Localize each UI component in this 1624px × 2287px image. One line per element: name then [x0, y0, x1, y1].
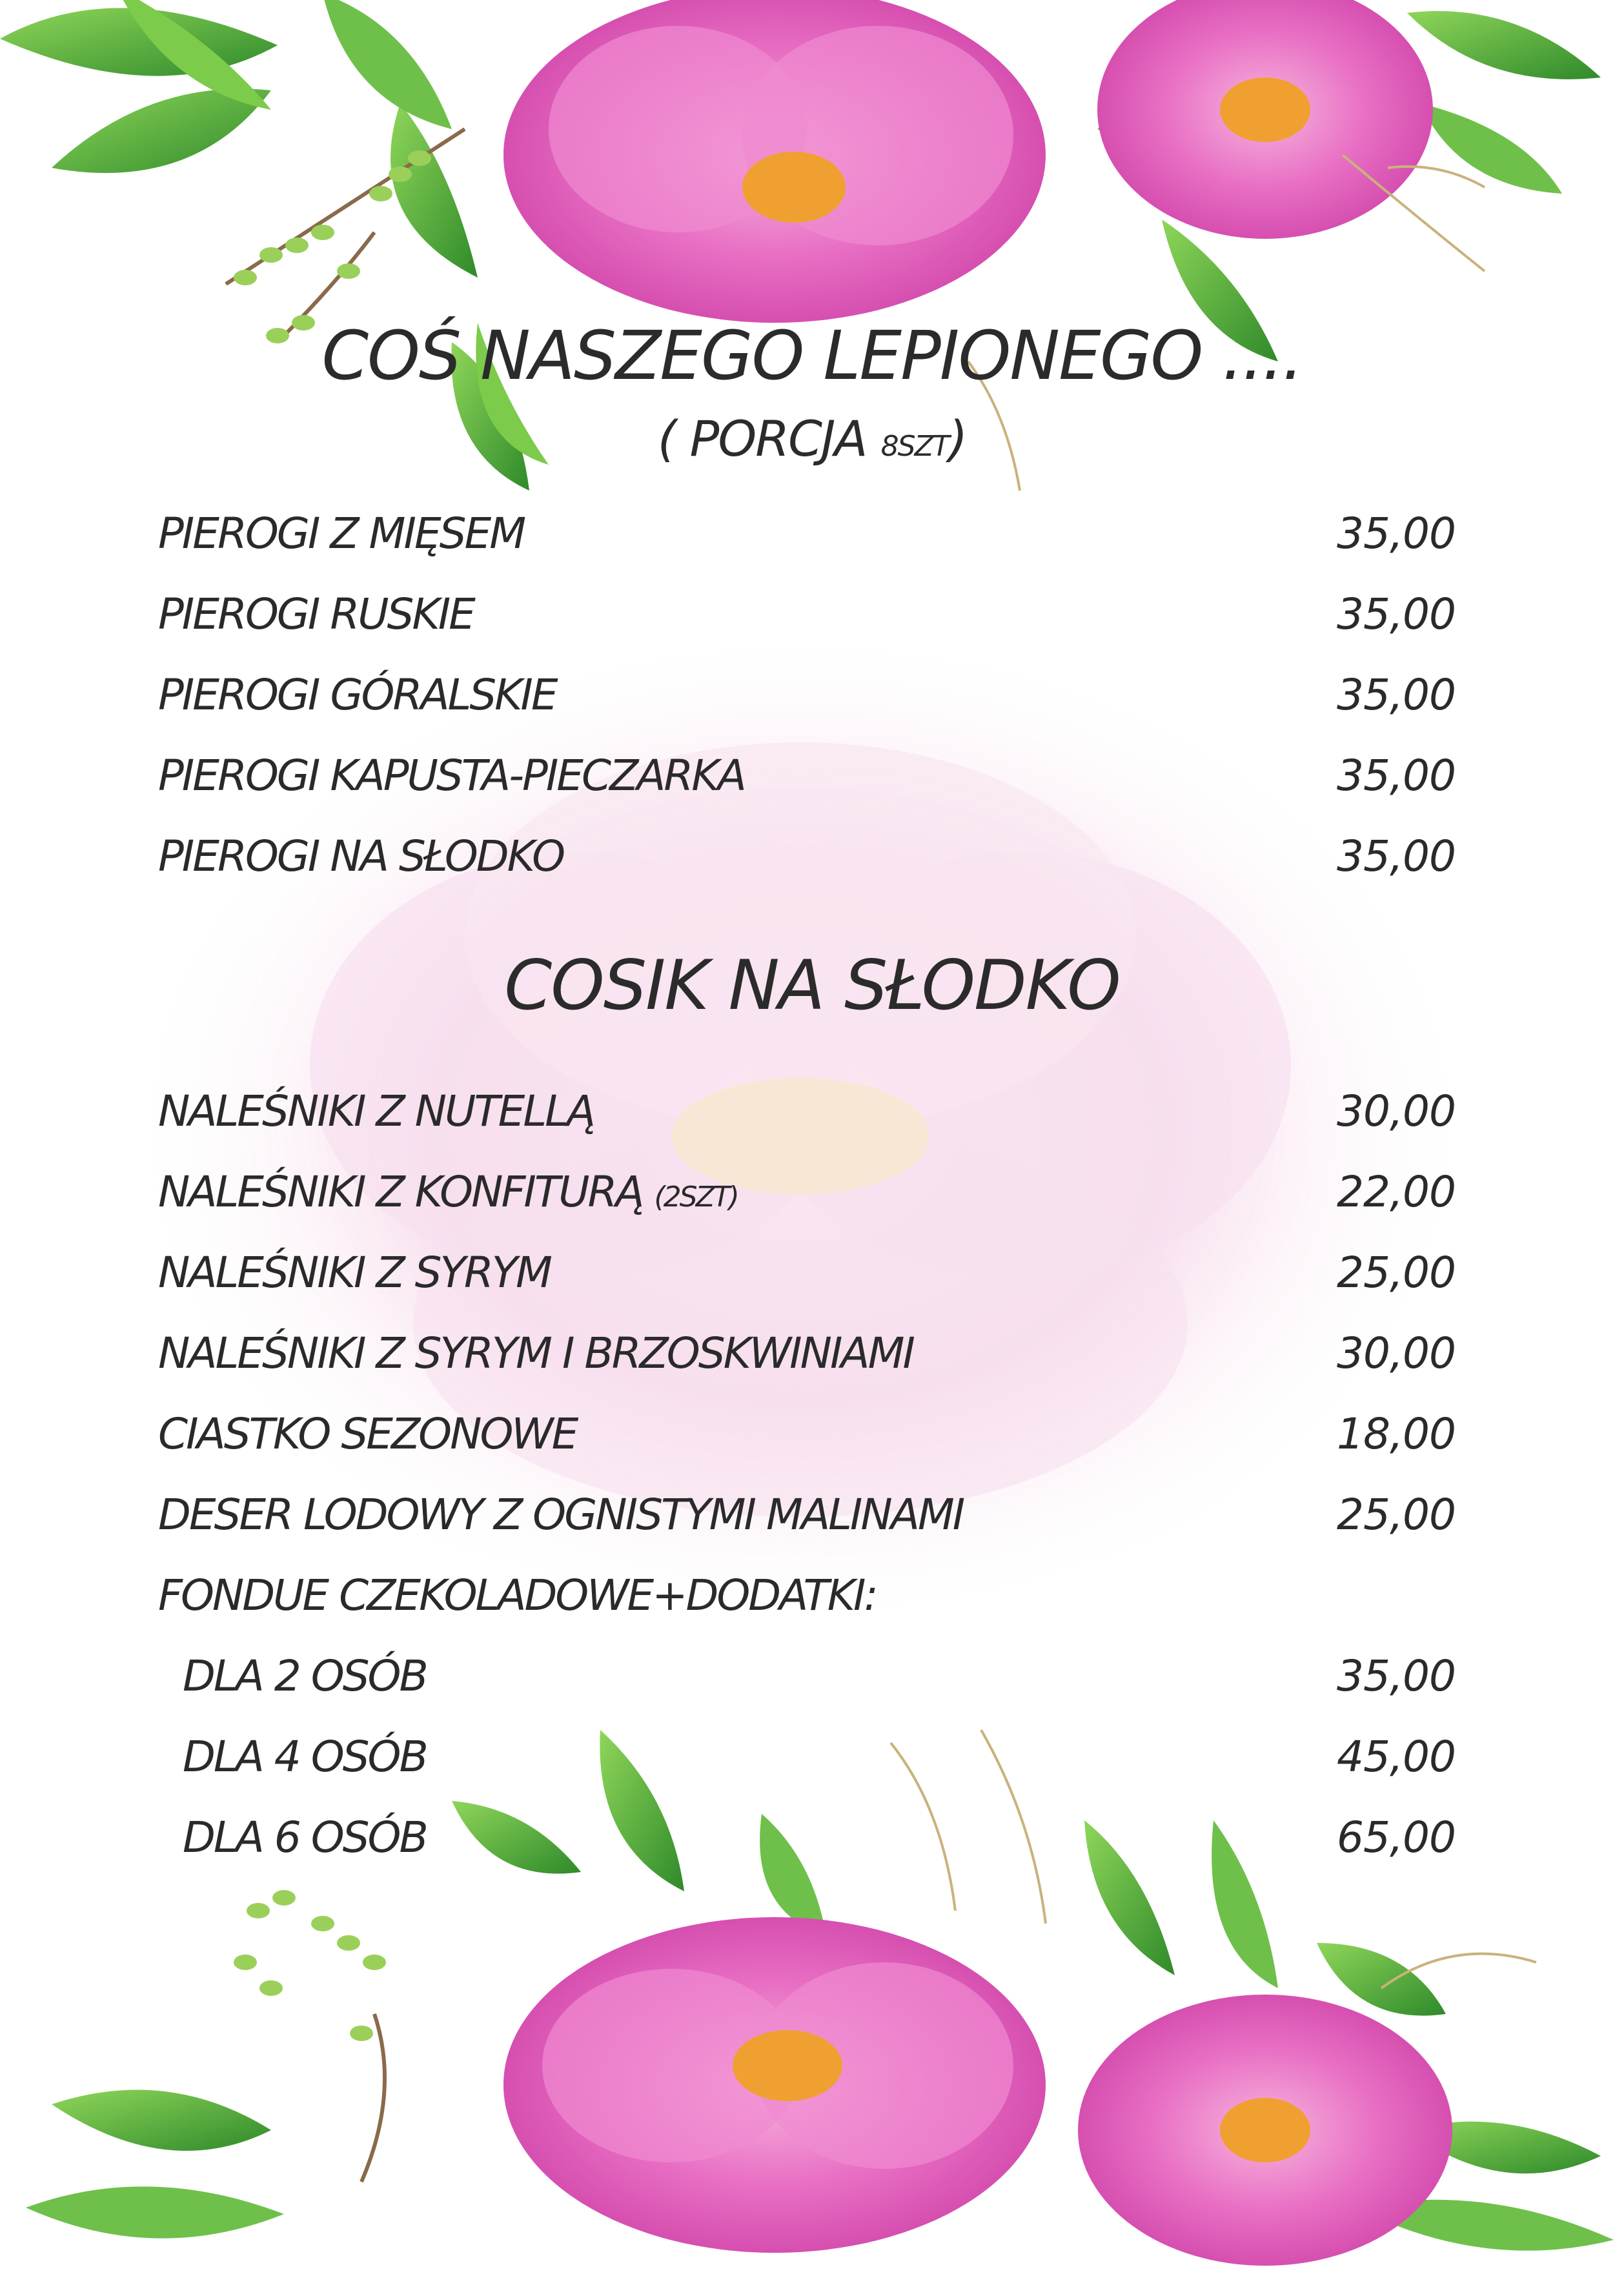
menu-item [158, 655, 1456, 720]
menu-item-price: 35,00 [1337, 670, 1456, 720]
menu-item-price: 35,00 [1337, 1651, 1456, 1701]
menu-item-price: 30,00 [1337, 1328, 1456, 1378]
subtitle-portion-size: 8SZT [880, 430, 949, 463]
menu-item-name: PIEROGI KAPUSTA-PIECZARKA [158, 751, 745, 800]
menu-item-note: (2SZT) [654, 1181, 738, 1214]
menu-item [158, 1475, 1456, 1540]
menu-item-price: 35,00 [1337, 831, 1456, 881]
menu-item-name: PIEROGI NA SŁODKO [158, 831, 564, 881]
menu-item-title: NALEŚNIKI Z KONFITURĄ [158, 1167, 643, 1217]
section1-subtitle [0, 410, 1624, 467]
menu-item-price: 45,00 [1337, 1732, 1456, 1782]
menu-item [158, 1556, 1456, 1620]
menu-item [158, 1152, 1456, 1217]
menu-item-price: 30,00 [1337, 1086, 1456, 1136]
menu-item-name: DESER LODOWY Z OGNISTYMI MALINAMI [158, 1490, 964, 1540]
menu-item [158, 1072, 1456, 1136]
menu-item-name: NALEŚNIKI Z NUTELLĄ [158, 1086, 594, 1136]
menu-subitem [158, 1717, 1456, 1782]
menu-subitem [158, 1798, 1456, 1862]
menu-item-price: 35,00 [1337, 751, 1456, 800]
menu-item-name: FONDUE CZEKOLADOWE+DODATKI: [158, 1570, 877, 1620]
menu-item-price: 35,00 [1337, 509, 1456, 558]
menu-item [158, 736, 1456, 800]
menu-subitem [158, 1636, 1456, 1701]
menu-item-price: 18,00 [1337, 1409, 1456, 1459]
section2-title: COSIK NA SŁODKO [504, 946, 1120, 1025]
menu-item [158, 817, 1456, 881]
menu-item-price: 25,00 [1337, 1490, 1456, 1540]
menu-item [158, 1314, 1456, 1378]
menu-item [158, 1233, 1456, 1297]
subtitle-prefix: ( PORCJA [657, 410, 881, 467]
menu-item-name: NALEŚNIKI Z SYRYM I BRZOSKWINIAMI [158, 1328, 913, 1378]
menu-item-name: PIEROGI Z MIĘSEM [158, 509, 525, 558]
menu-item [158, 494, 1456, 558]
menu-item-price: 65,00 [1337, 1813, 1456, 1862]
menu-item-price: 35,00 [1337, 589, 1456, 639]
subtitle-suffix: ) [948, 410, 967, 467]
menu-item [158, 574, 1456, 639]
menu-item-name [158, 1167, 738, 1217]
menu-item-price: 25,00 [1337, 1248, 1456, 1297]
menu-item-name: PIEROGI RUSKIE [158, 589, 474, 639]
menu-item-price: 22,00 [1337, 1167, 1456, 1217]
menu-item-name: PIEROGI GÓRALSKIE [158, 670, 556, 720]
section1-title: COŚ NASZEGO LEPIONEGO .... [321, 316, 1303, 395]
menu-item-name: DLA 6 OSÓB [183, 1813, 427, 1862]
menu-item-name: CIASTKO SEZONOWE [158, 1409, 577, 1459]
menu-item-name: DLA 2 OSÓB [183, 1651, 427, 1701]
menu-item [158, 1394, 1456, 1459]
menu-item-name: DLA 4 OSÓB [183, 1732, 427, 1782]
menu-item-name: NALEŚNIKI Z SYRYM [158, 1248, 551, 1297]
